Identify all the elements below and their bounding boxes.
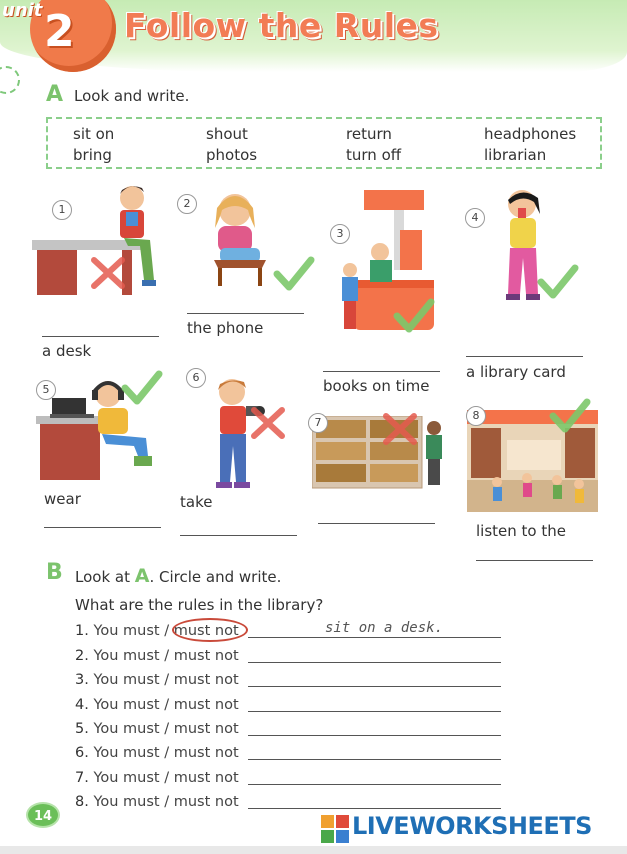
item-label: a library card: [466, 363, 566, 381]
item-label: books on time: [323, 377, 430, 395]
section-a-instruction: Look and write.: [74, 87, 190, 105]
page-number: 14: [26, 802, 60, 828]
must-choice[interactable]: You must / must not: [93, 672, 239, 688]
word-bank-item: bring: [73, 146, 112, 164]
word-bank-item: turn off: [346, 146, 402, 164]
answer-line[interactable]: [466, 356, 583, 357]
section-b-question: What are the rules in the library?: [75, 596, 324, 614]
check-mark-icon: [272, 254, 316, 294]
item-number-badge: 5: [36, 380, 56, 400]
section-b-instruction: Look at A. Circle and write.: [75, 565, 282, 587]
section-b-letter: B: [46, 560, 63, 585]
unit-number: 2: [44, 6, 75, 57]
word-bank-item: headphones: [484, 125, 577, 143]
item-label: wear: [44, 490, 81, 508]
answer-line[interactable]: [476, 560, 593, 561]
item-number-badge: 4: [465, 208, 485, 228]
must-choice[interactable]: You must / must not: [93, 770, 239, 786]
check-mark-icon: [536, 262, 580, 302]
must-choice[interactable]: You must / must not: [93, 721, 239, 737]
check-mark-icon: [392, 296, 436, 336]
answer-line[interactable]: [42, 336, 159, 337]
rule-row: 6. You must / must not: [75, 745, 239, 761]
picture-girl-with-card: [488, 184, 558, 326]
rule-row: 3. You must / must not: [75, 672, 239, 688]
brand-name: LIVEWORKSHEETS: [352, 812, 592, 840]
answer-line[interactable]: [318, 523, 435, 524]
section-a-reference: A: [134, 565, 150, 587]
handwritten-answer: sit on a desk.: [325, 620, 444, 636]
must-choice[interactable]: You must / must not: [93, 623, 239, 639]
word-bank-item: sit on: [73, 125, 115, 143]
check-mark-icon: [120, 368, 164, 408]
item-label: a desk: [42, 342, 92, 360]
must-choice[interactable]: You must / must not: [93, 648, 239, 664]
rule-row: 4. You must / must not: [75, 697, 239, 713]
must-choice[interactable]: You must / must not: [93, 745, 239, 761]
page-title: Follow the Rules: [124, 6, 439, 45]
cross-mark-icon: [380, 410, 420, 448]
must-choice[interactable]: You must / must not: [93, 697, 239, 713]
item-number-badge: 3: [330, 224, 350, 244]
item-number-badge: 2: [177, 194, 197, 214]
rule-row: 1. You must / must not: [75, 623, 239, 639]
cross-mark-icon: [248, 404, 288, 442]
item-number-badge: 7: [308, 413, 328, 433]
answer-line[interactable]: [248, 784, 501, 785]
item-number-badge: 8: [466, 406, 486, 426]
rule-row: 2. You must / must not: [75, 648, 239, 664]
page-header: [0, 0, 627, 72]
rule-row: 7. You must / must not: [75, 770, 239, 786]
word-bank-item: librarian: [484, 146, 547, 164]
item-number-badge: 1: [52, 200, 72, 220]
answer-line[interactable]: [180, 535, 297, 536]
liveworksheets-logo-icon: [321, 815, 349, 843]
answer-line[interactable]: [323, 371, 440, 372]
rule-row: 5. You must / must not: [75, 721, 239, 737]
answer-line[interactable]: [248, 808, 501, 809]
answer-line[interactable]: [248, 637, 501, 638]
answer-line[interactable]: [44, 527, 161, 528]
item-label: the phone: [187, 319, 264, 337]
unit-label: unit: [2, 0, 43, 21]
item-label: take: [180, 493, 213, 511]
bottom-bar: [0, 846, 627, 854]
circled-choice-must-not: [172, 618, 248, 642]
check-mark-icon: [548, 396, 592, 436]
cross-mark-icon: [88, 254, 128, 292]
word-bank-item: shout: [206, 125, 248, 143]
answer-line[interactable]: [248, 759, 501, 760]
answer-line[interactable]: [248, 662, 501, 663]
word-bank-item: photos: [206, 146, 258, 164]
answer-line[interactable]: [248, 686, 501, 687]
item-label: listen to the: [476, 522, 566, 540]
answer-line[interactable]: [187, 313, 304, 314]
must-choice[interactable]: You must / must not: [93, 794, 239, 810]
rule-row: 8. You must / must not: [75, 794, 239, 810]
picture-girl-with-phone: [200, 188, 280, 288]
item-number-badge: 6: [186, 368, 206, 388]
answer-line[interactable]: [248, 711, 501, 712]
section-a-letter: A: [46, 82, 64, 107]
answer-line[interactable]: [248, 735, 501, 736]
word-bank-item: return: [346, 125, 392, 143]
